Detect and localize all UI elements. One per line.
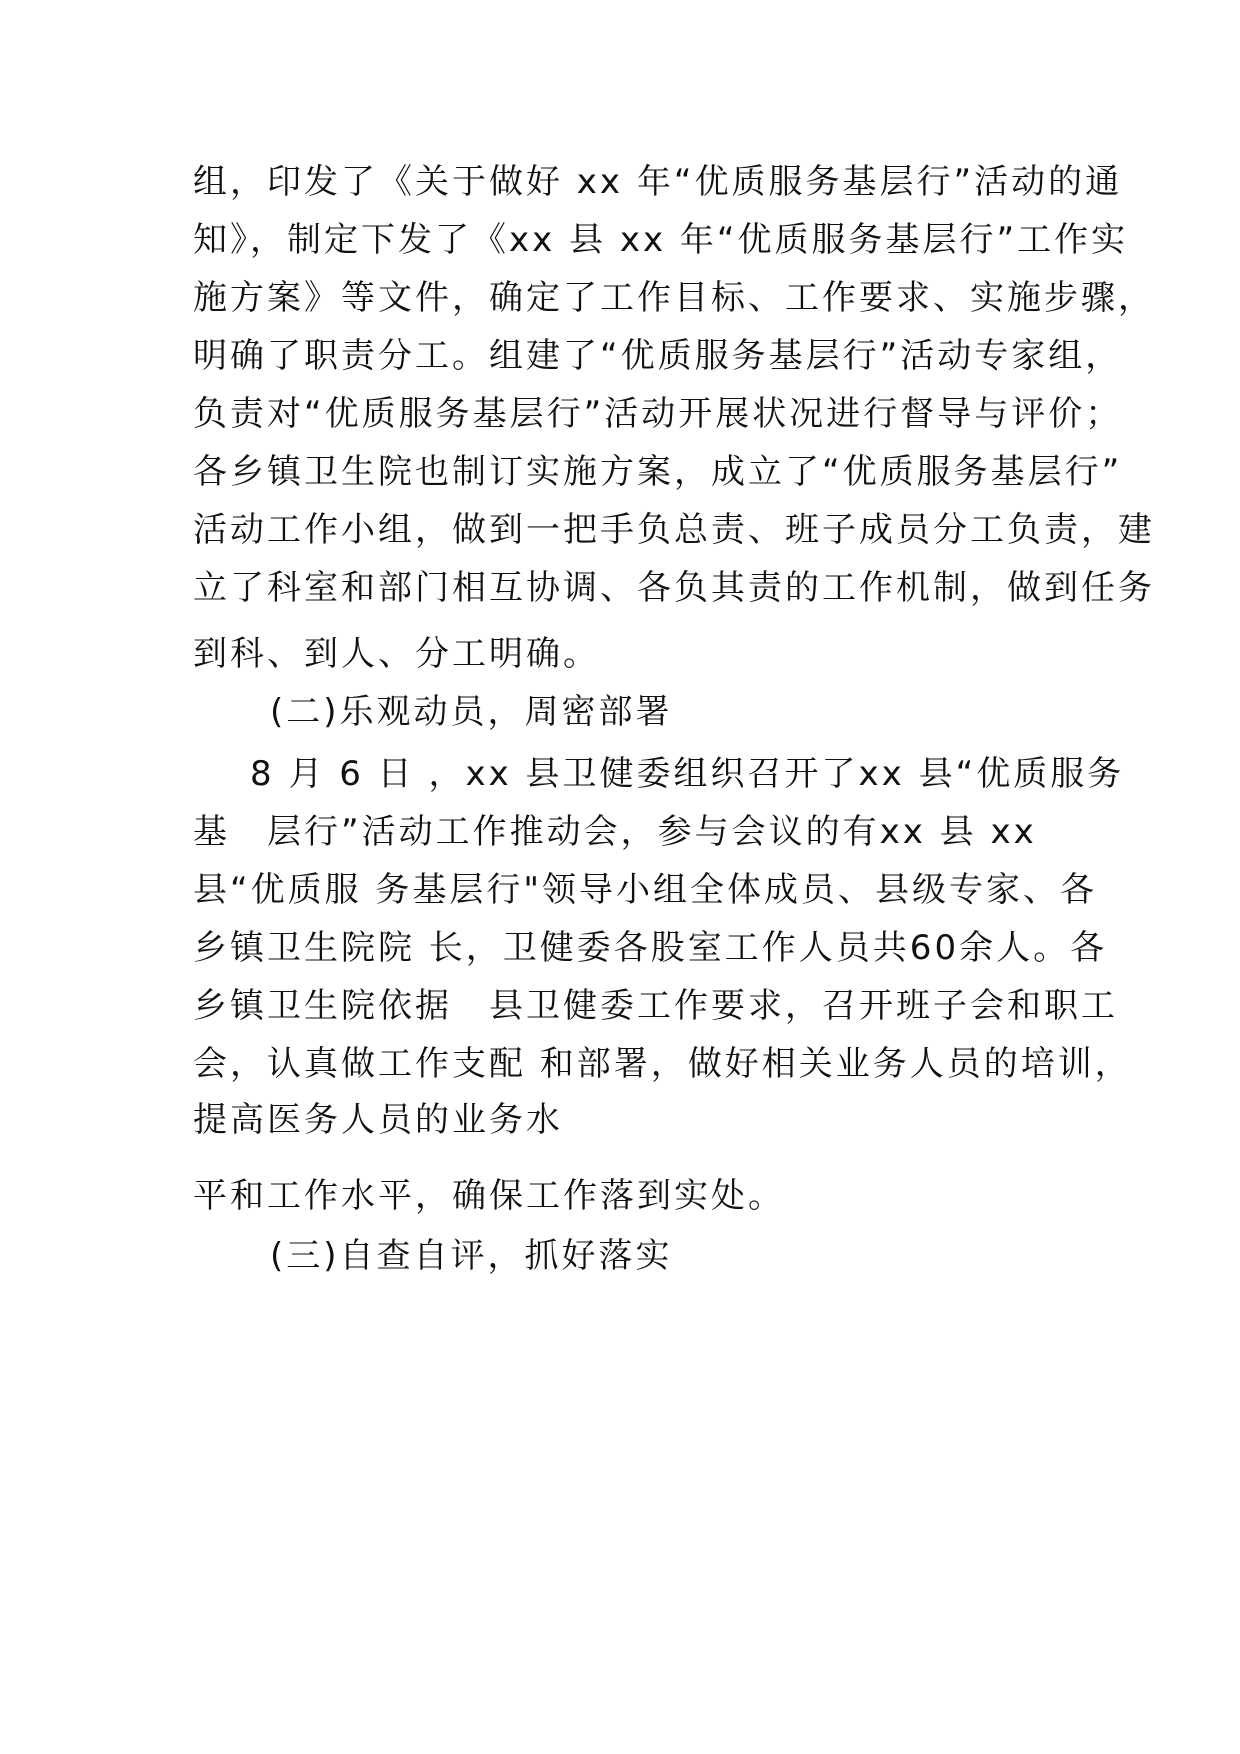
body-text-line: 负责对“优质服务基层行”活动开展状况进行督导与评价； — [193, 394, 1123, 434]
body-text-line: 会，认真做工作支配 和部署，做好相关业务人员的培训， — [193, 1044, 1132, 1084]
body-text-line: 活动工作小组，做到一把手负总责、班子成员分工负责，建 — [193, 510, 1155, 550]
section-heading: (二)乐观动员，周密部署 — [270, 692, 673, 732]
body-text-line: 组，印发了《关于做好 xx 年“优质服务基层行”活动的通 — [193, 162, 1123, 202]
body-text-line: 明确了职责分工。组建了“优质服务基层行”活动专家组， — [193, 336, 1123, 376]
body-text-line: 各乡镇卫生院也制订实施方案，成立了“优质服务基层行” — [193, 452, 1123, 492]
body-text-line: 提高医务人员的业务水 — [193, 1100, 563, 1140]
body-text-line: 知》，制定下发了《xx 县 xx 年“优质服务基层行”工作实 — [193, 220, 1129, 260]
body-text-line: 平和工作水平，确保工作落到实处。 — [193, 1176, 785, 1216]
body-text-line: 乡镇卫生院依据 县卫健委工作要求，召开班子会和职工 — [193, 986, 1118, 1026]
body-text-line: 施方案》等文件，确定了工作目标、工作要求、实施步骤， — [193, 278, 1155, 318]
body-text-line: 乡镇卫生院院 长，卫健委各股室工作人员共60余人。各 — [193, 928, 1108, 968]
body-text-line: 县“优质服 务基层行"领导小组全体成员、县级专家、各 — [193, 870, 1098, 910]
body-text-line: 到科、到人、分工明确。 — [193, 634, 600, 674]
section-heading: (三)自查自评，抓好落实 — [270, 1236, 673, 1276]
body-text-line: 基 层行”活动工作推动会，参与会议的有xx 县 xx — [193, 812, 1037, 852]
body-text-line: 8 月 6 日 ，xx 县卫健委组织召开了xx 县“优质服务 — [250, 754, 1125, 794]
body-text-line: 立了科室和部门相互协调、各负其责的工作机制，做到任务 — [193, 568, 1155, 608]
